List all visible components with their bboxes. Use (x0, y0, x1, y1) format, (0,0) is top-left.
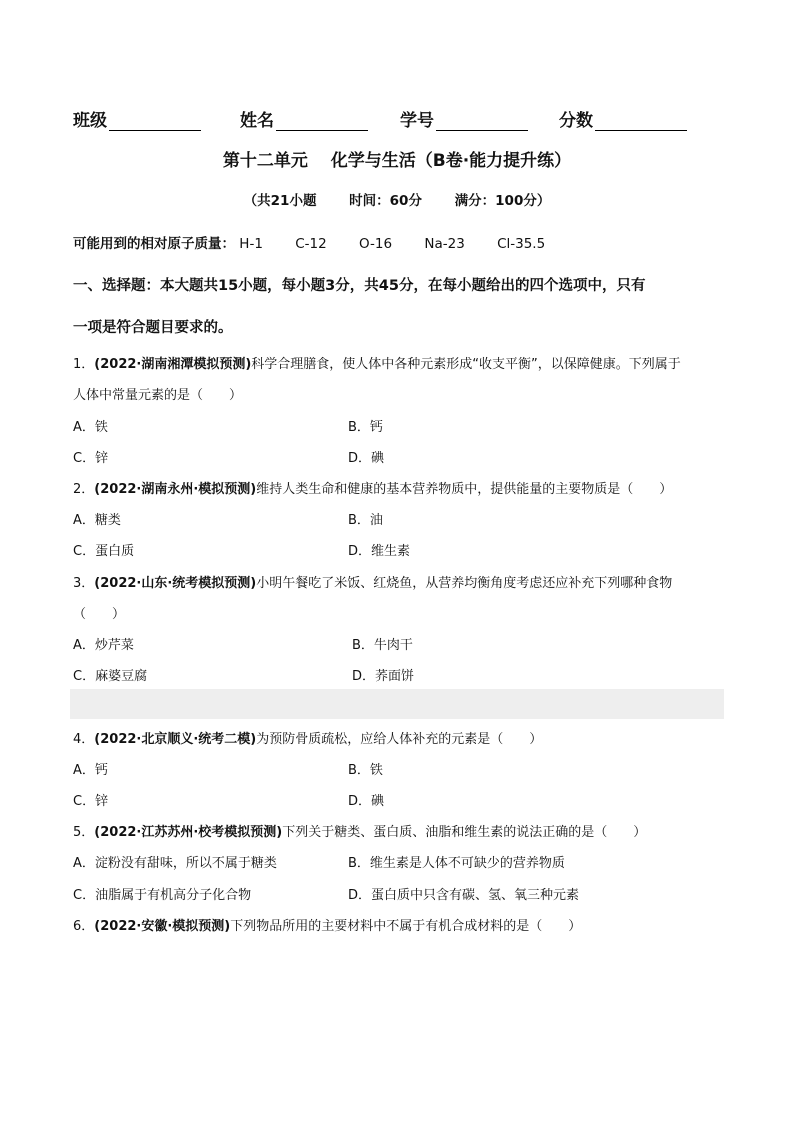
question-number: 6． (73, 919, 95, 934)
question-source: (2022·北京顺义·统考二模) (94, 732, 257, 747)
option-c[interactable]: C．麻婆豆腐 (73, 669, 148, 684)
question-number: 5． (73, 825, 95, 840)
question-source: (2022·江苏苏州·校考模拟预测) (94, 825, 283, 840)
page-separator-band (70, 689, 724, 719)
question-number: 3． (73, 576, 95, 591)
section-heading-cont: 一项是符合题目要求的。 (73, 320, 233, 336)
atom-c: C-12 (295, 236, 327, 252)
time-limit: 时间：60分 (349, 193, 422, 209)
atom-o: O-16 (359, 236, 393, 252)
score-field[interactable] (559, 106, 687, 131)
question-1 (73, 353, 681, 372)
number-label: 学号 (400, 111, 434, 131)
question-text: 下列关于糖类、蛋白质、油脂和维生素的说法正确的是（ ） (282, 825, 647, 840)
question-3-cont: （ ） (73, 607, 126, 622)
question-3 (73, 572, 672, 591)
score-blank[interactable] (595, 114, 687, 131)
question-text: 小明午餐吃了米饭、红烧鱼，从营养均衡角度考虑还应补充下列哪种食物 (256, 576, 673, 591)
option-d[interactable]: D．荞面饼 (352, 669, 415, 684)
option-b[interactable]: B．油 (348, 513, 383, 528)
option-a[interactable]: A．钙 (73, 763, 108, 778)
section-heading: 一、选择题：本大题共15小题，每小题3分，共45分，在每小题给出的四个选项中，只有 (73, 278, 646, 294)
option-a[interactable]: A．炒芹菜 (73, 638, 134, 653)
question-source: (2022·湖南永州·模拟预测) (94, 482, 257, 497)
question-6 (73, 915, 581, 934)
question-source: (2022·湖南湘潭模拟预测) (94, 357, 252, 372)
exam-meta (0, 189, 794, 209)
class-blank[interactable] (109, 114, 201, 131)
question-text: 为预防骨质疏松，应给人体补充的元素是（ ） (256, 732, 543, 747)
question-count: （共21小题 (243, 193, 317, 209)
option-b[interactable]: B．钙 (348, 420, 383, 435)
name-blank[interactable] (276, 114, 368, 131)
option-a[interactable]: A．糖类 (73, 513, 121, 528)
option-a[interactable]: A．铁 (73, 420, 108, 435)
option-a[interactable]: A．淀粉没有甜味，所以不属于糖类 (73, 856, 277, 871)
class-label: 班级 (73, 111, 107, 131)
atom-na: Na-23 (424, 236, 465, 252)
score-label: 分数 (559, 111, 593, 131)
question-2 (73, 478, 672, 497)
question-text: 下列物品所用的主要材料中不属于有机合成材料的是（ ） (230, 919, 582, 934)
option-c[interactable]: C．蛋白质 (73, 544, 135, 559)
page-title: 第十二单元 化学与生活（B卷·能力提升练） (222, 151, 572, 171)
name-label: 姓名 (240, 111, 274, 131)
atom-cl: Cl-35.5 (497, 236, 546, 252)
option-c[interactable]: C．锌 (73, 451, 109, 466)
question-4 (73, 728, 542, 747)
class-field[interactable] (73, 106, 201, 131)
option-d[interactable]: D．碘 (348, 794, 385, 809)
question-number: 1． (73, 357, 95, 372)
question-5 (73, 821, 646, 840)
option-d[interactable]: D．维生素 (348, 544, 411, 559)
question-number: 2． (73, 482, 95, 497)
option-b[interactable]: B．维生素是人体不可缺少的营养物质 (348, 856, 565, 871)
option-d[interactable]: D．碘 (348, 451, 385, 466)
question-number: 4． (73, 732, 95, 747)
question-source: (2022·山东·统考模拟预测) (94, 576, 257, 591)
full-score: 满分：100分） (454, 193, 551, 209)
option-d[interactable]: D．蛋白质中只含有碳、氢、氧三种元素 (348, 888, 580, 903)
question-text: 科学合理膳食，使人体中各种元素形成“收支平衡”，以保障健康。下列属于 (251, 357, 681, 372)
question-source: (2022·安徽·模拟预测) (94, 919, 231, 934)
atom-h: H-1 (239, 236, 263, 252)
option-c[interactable]: C．锌 (73, 794, 109, 809)
question-text: 维持人类生命和健康的基本营养物质中，提供能量的主要物质是（ ） (256, 482, 673, 497)
atomic-mass-line (73, 232, 573, 252)
number-field[interactable] (400, 106, 528, 131)
option-b[interactable]: B．铁 (348, 763, 383, 778)
name-field[interactable] (240, 106, 368, 131)
atomic-mass-label: 可能用到的相对原子质量： (73, 236, 235, 252)
number-blank[interactable] (436, 114, 528, 131)
option-b[interactable]: B．牛肉干 (352, 638, 413, 653)
option-c[interactable]: C．油脂属于有机高分子化合物 (73, 888, 252, 903)
question-1-cont: 人体中常量元素的是（ ） (73, 388, 243, 403)
